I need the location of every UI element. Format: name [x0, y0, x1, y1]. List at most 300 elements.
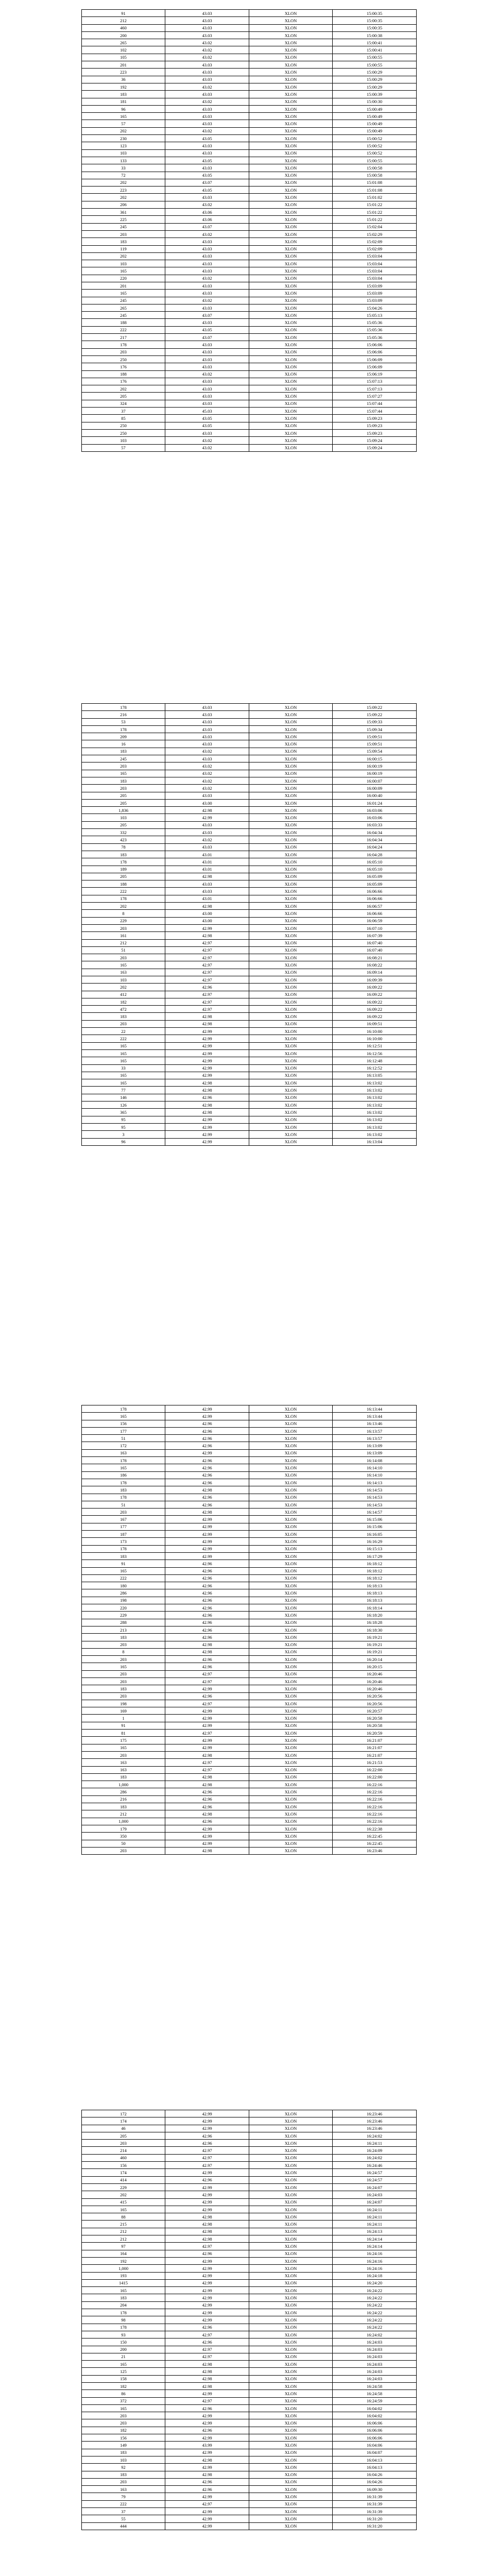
- time-cell: 15:07:13: [333, 378, 417, 385]
- price-cell: 43.03: [165, 113, 249, 120]
- time-cell: 16:22:16: [333, 1795, 417, 1803]
- volume-cell: 51: [82, 1435, 165, 1442]
- table-row: [82, 1759, 417, 1766]
- time-cell: 15:00:49: [333, 127, 417, 134]
- price-cell: 42.99: [165, 2434, 249, 2442]
- venue-cell: XLON: [249, 46, 333, 54]
- venue-cell: XLON: [249, 2412, 333, 2419]
- table-row: [82, 2434, 417, 2442]
- price-cell: 43.05: [165, 157, 249, 164]
- venue-cell: XLON: [249, 2140, 333, 2147]
- price-cell: 43.03: [165, 69, 249, 76]
- price-cell: 42.99: [165, 1737, 249, 1744]
- volume-cell: 212: [82, 17, 165, 24]
- time-cell: 16:22:16: [333, 1781, 417, 1788]
- venue-cell: XLON: [249, 718, 333, 725]
- volume-cell: 183: [82, 1773, 165, 1781]
- table-row: [82, 1737, 417, 1744]
- venue-cell: XLON: [249, 2464, 333, 2471]
- price-cell: 42.96: [165, 2427, 249, 2434]
- table-row: [82, 1064, 417, 1072]
- time-cell: 15:01:22: [333, 209, 417, 216]
- venue-cell: XLON: [249, 2228, 333, 2235]
- price-cell: 42.96: [165, 1619, 249, 1626]
- venue-cell: XLON: [249, 954, 333, 961]
- time-cell: 15:00:49: [333, 105, 417, 112]
- volume-cell: 103: [82, 814, 165, 821]
- time-cell: 16:21:07: [333, 1744, 417, 1751]
- volume-cell: 460: [82, 2154, 165, 2161]
- price-cell: 42.99: [165, 1028, 249, 1035]
- table-row: [82, 127, 417, 134]
- volume-cell: 332: [82, 829, 165, 836]
- time-cell: 16:09:30: [333, 2486, 417, 2493]
- volume-cell: 22: [82, 1028, 165, 1035]
- venue-cell: XLON: [249, 866, 333, 873]
- venue-cell: XLON: [249, 1803, 333, 1810]
- price-cell: 42.98: [165, 2471, 249, 2478]
- price-cell: 42.99: [165, 2449, 249, 2456]
- price-cell: 42.97: [165, 1766, 249, 1773]
- time-cell: 16:14:53: [333, 1486, 417, 1494]
- venue-cell: XLON: [249, 245, 333, 252]
- price-cell: 42.99: [165, 1685, 249, 1692]
- price-cell: 43.02: [165, 201, 249, 208]
- volume-cell: 51: [82, 946, 165, 954]
- trades-page-3: [81, 1405, 416, 1855]
- price-cell: 42.98: [165, 1486, 249, 1494]
- table-row: [82, 415, 417, 422]
- volume-cell: 203: [82, 1641, 165, 1648]
- table-row: [82, 1028, 417, 1035]
- time-cell: 15:02:29: [333, 230, 417, 238]
- table-row: [82, 2287, 417, 2294]
- table-row: [82, 2419, 417, 2427]
- price-cell: 43.03: [165, 733, 249, 740]
- venue-cell: XLON: [249, 1457, 333, 1464]
- table-row: [82, 2198, 417, 2206]
- volume-cell: 103: [82, 2456, 165, 2463]
- time-cell: 16:19:21: [333, 1648, 417, 1655]
- table-row: [82, 1634, 417, 1641]
- table-row: [82, 2522, 417, 2530]
- price-cell: 43.03: [165, 880, 249, 888]
- table-row: [82, 1545, 417, 1552]
- venue-cell: XLON: [249, 829, 333, 836]
- time-cell: 16:05:09: [333, 880, 417, 888]
- volume-cell: 174: [82, 2117, 165, 2125]
- time-cell: 16:04:13: [333, 2464, 417, 2471]
- venue-cell: XLON: [249, 1744, 333, 1751]
- venue-cell: XLON: [249, 2478, 333, 2485]
- venue-cell: XLON: [249, 1516, 333, 1523]
- venue-cell: XLON: [249, 2316, 333, 2324]
- price-cell: 42.96: [165, 1582, 249, 1589]
- time-cell: 16:04:26: [333, 2478, 417, 2485]
- time-cell: 16:13:02: [333, 1131, 417, 1138]
- time-cell: 15:07:27: [333, 393, 417, 400]
- table-row: [82, 2478, 417, 2485]
- time-cell: 15:00:41: [333, 46, 417, 54]
- price-cell: 42.98: [165, 1101, 249, 1109]
- table-row: [82, 69, 417, 76]
- volume-cell: 288: [82, 1619, 165, 1626]
- time-cell: 16:00:07: [333, 777, 417, 784]
- price-cell: 42.97: [165, 2147, 249, 2154]
- venue-cell: XLON: [249, 1604, 333, 1612]
- volume-cell: 178: [82, 1457, 165, 1464]
- volume-cell: 165: [82, 1744, 165, 1751]
- trades-table-body: [82, 704, 417, 1146]
- price-cell: 43.03: [165, 282, 249, 289]
- price-cell: 43.99: [165, 2442, 249, 2449]
- time-cell: 16:23:46: [333, 1847, 417, 1854]
- table-row: [82, 1656, 417, 1663]
- time-cell: 16:13:57: [333, 1427, 417, 1434]
- table-row: [82, 1049, 417, 1057]
- venue-cell: XLON: [249, 1057, 333, 1064]
- venue-cell: XLON: [249, 1101, 333, 1109]
- price-cell: 42.99: [165, 1131, 249, 1138]
- price-cell: 42.98: [165, 1781, 249, 1788]
- time-cell: 16:24:22: [333, 2324, 417, 2331]
- table-row: [82, 1604, 417, 1612]
- venue-cell: XLON: [249, 1020, 333, 1027]
- table-row: [82, 120, 417, 127]
- table-row: [82, 2331, 417, 2338]
- volume-cell: 182: [82, 998, 165, 1005]
- time-cell: 16:14:57: [333, 1509, 417, 1516]
- table-row: [82, 2493, 417, 2500]
- time-cell: 16:06:57: [333, 903, 417, 910]
- venue-cell: XLON: [249, 1486, 333, 1494]
- table-row: [82, 194, 417, 201]
- time-cell: 16:20:14: [333, 1656, 417, 1663]
- volume-cell: 165: [82, 1079, 165, 1087]
- venue-cell: XLON: [249, 105, 333, 112]
- time-cell: 16:12:56: [333, 1049, 417, 1057]
- volume-cell: 201: [82, 61, 165, 69]
- venue-cell: XLON: [249, 290, 333, 297]
- table-row: [82, 290, 417, 297]
- venue-cell: XLON: [249, 895, 333, 902]
- price-cell: 42.97: [165, 1677, 249, 1685]
- price-cell: 42.96: [165, 1663, 249, 1670]
- time-cell: 15:02:09: [333, 238, 417, 245]
- price-cell: 42.96: [165, 1420, 249, 1427]
- venue-cell: XLON: [249, 2331, 333, 2338]
- price-cell: 43.00: [165, 799, 249, 806]
- venue-cell: XLON: [249, 748, 333, 755]
- price-cell: 42.99: [165, 2493, 249, 2500]
- venue-cell: XLON: [249, 2132, 333, 2139]
- price-cell: 43.03: [165, 105, 249, 112]
- volume-cell: 203: [82, 1670, 165, 1677]
- venue-cell: XLON: [249, 230, 333, 238]
- price-cell: 43.01: [165, 851, 249, 858]
- volume-cell: 178: [82, 1494, 165, 1501]
- volume-cell: 53: [82, 718, 165, 725]
- time-cell: 16:22:45: [333, 1840, 417, 1847]
- table-row: [82, 17, 417, 24]
- trades-table: [81, 703, 417, 1146]
- volume-cell: 203: [82, 230, 165, 238]
- price-cell: 42.97: [165, 1700, 249, 1707]
- price-cell: 42.99: [165, 1833, 249, 1840]
- volume-cell: 165: [82, 961, 165, 969]
- venue-cell: XLON: [249, 142, 333, 149]
- table-row: [82, 1707, 417, 1715]
- volume-cell: 165: [82, 1663, 165, 1670]
- time-cell: 16:04:02: [333, 2404, 417, 2412]
- volume-cell: 230: [82, 135, 165, 142]
- volume-cell: 1,000: [82, 2265, 165, 2272]
- venue-cell: XLON: [249, 2324, 333, 2331]
- volume-cell: 165: [82, 113, 165, 120]
- price-cell: 42.96: [165, 2176, 249, 2183]
- volume-cell: 250: [82, 355, 165, 363]
- volume-cell: 179: [82, 1825, 165, 1832]
- price-cell: 42.99: [165, 2294, 249, 2301]
- price-cell: 43.02: [165, 370, 249, 378]
- venue-cell: XLON: [249, 1663, 333, 1670]
- table-row: [82, 209, 417, 216]
- table-row: [82, 799, 417, 806]
- volume-cell: 21: [82, 2353, 165, 2360]
- table-row: [82, 1552, 417, 1560]
- time-cell: 16:21:07: [333, 1751, 417, 1758]
- table-row: [82, 1405, 417, 1413]
- table-row: [82, 851, 417, 858]
- time-cell: 15:02:04: [333, 223, 417, 230]
- table-row: [82, 807, 417, 814]
- volume-cell: 202: [82, 127, 165, 134]
- price-cell: 43.00: [165, 917, 249, 924]
- price-cell: 42.99: [165, 2265, 249, 2272]
- price-cell: 43.03: [165, 363, 249, 370]
- venue-cell: XLON: [249, 1035, 333, 1042]
- table-row: [82, 187, 417, 194]
- price-cell: 43.03: [165, 304, 249, 311]
- venue-cell: XLON: [249, 814, 333, 821]
- price-cell: 43.05: [165, 187, 249, 194]
- time-cell: 16:18:14: [333, 1604, 417, 1612]
- volume-cell: 165: [82, 2206, 165, 2213]
- volume-cell: 79: [82, 2493, 165, 2500]
- venue-cell: XLON: [249, 1427, 333, 1434]
- table-row: [82, 2404, 417, 2412]
- volume-cell: 202: [82, 252, 165, 260]
- price-cell: 42.99: [165, 1405, 249, 1413]
- price-cell: 42.98: [165, 2235, 249, 2243]
- time-cell: 16:04:24: [333, 843, 417, 851]
- time-cell: 15:02:09: [333, 245, 417, 252]
- volume-cell: 92: [82, 2464, 165, 2471]
- volume-cell: 225: [82, 216, 165, 223]
- volume-cell: 222: [82, 326, 165, 333]
- venue-cell: XLON: [249, 1574, 333, 1582]
- time-cell: 16:09:22: [333, 984, 417, 991]
- volume-cell: 78: [82, 843, 165, 851]
- table-row: [82, 1427, 417, 1434]
- table-row: [82, 2309, 417, 2316]
- price-cell: 43.03: [165, 888, 249, 895]
- price-cell: 42.98: [165, 2368, 249, 2375]
- table-row: [82, 888, 417, 895]
- time-cell: 15:09:22: [333, 711, 417, 718]
- time-cell: 15:03:04: [333, 260, 417, 267]
- price-cell: 42.97: [165, 998, 249, 1005]
- table-row: [82, 2382, 417, 2389]
- time-cell: 16:04:34: [333, 836, 417, 843]
- price-cell: 42.96: [165, 2140, 249, 2147]
- time-cell: 16:03:33: [333, 821, 417, 828]
- time-cell: 16:24:02: [333, 2331, 417, 2338]
- table-row: [82, 2272, 417, 2279]
- price-cell: 42.99: [165, 1072, 249, 1079]
- volume-cell: 444: [82, 2522, 165, 2530]
- price-cell: 43.03: [165, 711, 249, 718]
- volume-cell: 203: [82, 2140, 165, 2147]
- venue-cell: XLON: [249, 61, 333, 69]
- volume-cell: 186: [82, 1471, 165, 1479]
- table-row: [82, 873, 417, 880]
- price-cell: 42.96: [165, 1803, 249, 1810]
- venue-cell: XLON: [249, 2250, 333, 2257]
- time-cell: 16:04:28: [333, 851, 417, 858]
- time-cell: 15:07:13: [333, 385, 417, 393]
- price-cell: 42.99: [165, 1049, 249, 1057]
- price-cell: 42.99: [165, 1413, 249, 1420]
- venue-cell: XLON: [249, 1634, 333, 1641]
- time-cell: 15:05:13: [333, 312, 417, 319]
- volume-cell: 163: [82, 969, 165, 976]
- volume-cell: 163: [82, 1759, 165, 1766]
- table-row: [82, 1560, 417, 1567]
- volume-cell: 133: [82, 157, 165, 164]
- table-row: [82, 135, 417, 142]
- table-row: [82, 821, 417, 828]
- volume-cell: 222: [82, 888, 165, 895]
- time-cell: 16:09:51: [333, 1020, 417, 1027]
- volume-cell: 265: [82, 304, 165, 311]
- venue-cell: XLON: [249, 275, 333, 282]
- price-cell: 43.02: [165, 297, 249, 304]
- time-cell: 16:20:58: [333, 1722, 417, 1729]
- price-cell: 42.96: [165, 2338, 249, 2346]
- time-cell: 16:22:16: [333, 1810, 417, 1818]
- price-cell: 43.02: [165, 770, 249, 777]
- time-cell: 16:24:03: [333, 2375, 417, 2382]
- venue-cell: XLON: [249, 1442, 333, 1449]
- price-cell: 42.98: [165, 2456, 249, 2463]
- volume-cell: 169: [82, 1707, 165, 1715]
- price-cell: 42.96: [165, 1612, 249, 1619]
- volume-cell: 472: [82, 1006, 165, 1013]
- table-row: [82, 149, 417, 157]
- price-cell: 43.02: [165, 230, 249, 238]
- venue-cell: XLON: [249, 2427, 333, 2434]
- volume-cell: 183: [82, 851, 165, 858]
- venue-cell: XLON: [249, 2301, 333, 2309]
- time-cell: 16:05:10: [333, 866, 417, 873]
- time-cell: 15:00:29: [333, 76, 417, 83]
- venue-cell: XLON: [249, 2500, 333, 2507]
- time-cell: 15:09:23: [333, 415, 417, 422]
- volume-cell: 223: [82, 187, 165, 194]
- venue-cell: XLON: [249, 2154, 333, 2161]
- venue-cell: XLON: [249, 2368, 333, 2375]
- table-row: [82, 1670, 417, 1677]
- time-cell: 16:31:20: [333, 2515, 417, 2522]
- volume-cell: 361: [82, 209, 165, 216]
- price-cell: 42.99: [165, 2169, 249, 2176]
- price-cell: 42.99: [165, 2198, 249, 2206]
- time-cell: 16:24:16: [333, 2250, 417, 2257]
- table-row: [82, 1751, 417, 1758]
- table-row: [82, 385, 417, 393]
- price-cell: 43.03: [165, 142, 249, 149]
- table-row: [82, 2427, 417, 2434]
- volume-cell: 163: [82, 1766, 165, 1773]
- time-cell: 16:24:02: [333, 2154, 417, 2161]
- table-row: [82, 238, 417, 245]
- venue-cell: XLON: [249, 1405, 333, 1413]
- venue-cell: XLON: [249, 785, 333, 792]
- time-cell: 16:18:13: [333, 1582, 417, 1589]
- volume-cell: 178: [82, 704, 165, 711]
- table-row: [82, 1619, 417, 1626]
- time-cell: 16:01:24: [333, 799, 417, 806]
- volume-cell: 178: [82, 1545, 165, 1552]
- venue-cell: XLON: [249, 355, 333, 363]
- table-row: [82, 312, 417, 319]
- venue-cell: XLON: [249, 851, 333, 858]
- venue-cell: XLON: [249, 2486, 333, 2493]
- price-cell: 42.97: [165, 946, 249, 954]
- volume-cell: 220: [82, 275, 165, 282]
- price-cell: 42.99: [165, 2287, 249, 2294]
- table-row: [82, 355, 417, 363]
- venue-cell: XLON: [249, 1449, 333, 1456]
- time-cell: 16:24:13: [333, 2228, 417, 2235]
- volume-cell: 57: [82, 444, 165, 451]
- venue-cell: XLON: [249, 2390, 333, 2397]
- volume-cell: 286: [82, 1788, 165, 1795]
- time-cell: 16:24:03: [333, 2338, 417, 2346]
- table-row: [82, 1516, 417, 1523]
- volume-cell: 203: [82, 1656, 165, 1663]
- table-row: [82, 2508, 417, 2515]
- venue-cell: XLON: [249, 1123, 333, 1130]
- volume-cell: 156: [82, 2434, 165, 2442]
- volume-cell: 126: [82, 1101, 165, 1109]
- venue-cell: XLON: [249, 1523, 333, 1530]
- price-cell: 42.97: [165, 954, 249, 961]
- volume-cell: 203: [82, 954, 165, 961]
- venue-cell: XLON: [249, 341, 333, 348]
- table-row: [82, 829, 417, 836]
- price-cell: 42.97: [165, 2162, 249, 2169]
- time-cell: 16:24:03: [333, 2368, 417, 2375]
- time-cell: 15:00:35: [333, 24, 417, 31]
- price-cell: 42.99: [165, 2515, 249, 2522]
- volume-cell: 161: [82, 932, 165, 939]
- venue-cell: XLON: [249, 1545, 333, 1552]
- price-cell: 42.97: [165, 969, 249, 976]
- price-cell: 42.99: [165, 924, 249, 931]
- venue-cell: XLON: [249, 924, 333, 931]
